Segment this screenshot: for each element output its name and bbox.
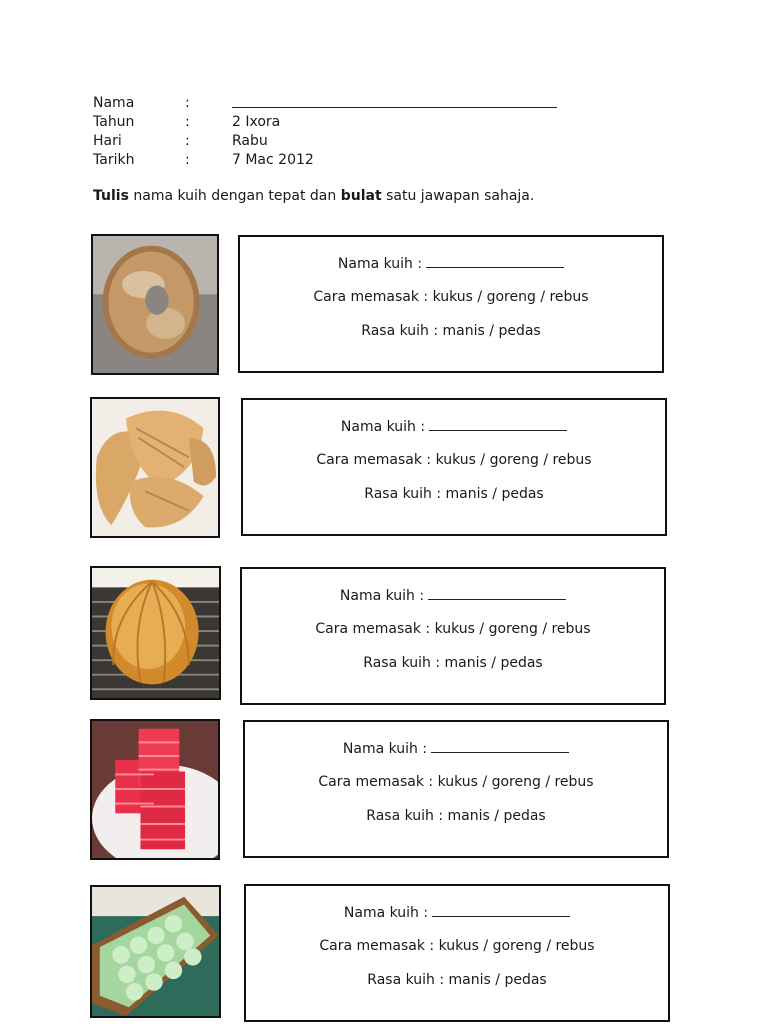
year-colon: : xyxy=(185,114,190,130)
cooking-method-2[interactable]: Cara memasak : kukus / goreng / rebus xyxy=(316,452,592,468)
year-value: 2 Ixora xyxy=(232,114,281,130)
name-line-4 xyxy=(245,740,667,757)
question-box-5 xyxy=(244,884,670,1022)
instruction-text xyxy=(93,188,534,204)
name-blank-1[interactable] xyxy=(426,255,564,268)
question-box-4 xyxy=(243,720,669,858)
cooking-method-3[interactable]: Cara memasak : kukus / goreng / rebus xyxy=(315,621,591,637)
date-colon: : xyxy=(185,152,190,168)
name-label-5: Nama kuih : xyxy=(343,905,429,921)
name-label-1: Nama kuih : xyxy=(337,256,423,272)
day-label: Hari xyxy=(93,133,122,149)
question-box-1 xyxy=(238,235,664,373)
year-label: Tahun xyxy=(93,114,135,130)
instruction-part1: nama kuih dengan tepat dan xyxy=(128,188,341,204)
name-answer-line[interactable] xyxy=(232,107,557,108)
name-blank-3[interactable] xyxy=(428,587,566,600)
taste-2[interactable]: Rasa kuih : manis / pedas xyxy=(364,486,544,502)
name-blank-4[interactable] xyxy=(431,740,569,753)
date-label: Tarikh xyxy=(93,152,135,168)
name-colon: : xyxy=(185,95,190,111)
taste-4[interactable]: Rasa kuih : manis / pedas xyxy=(366,808,546,824)
date-value: 7 Mac 2012 xyxy=(232,152,314,168)
name-label-3: Nama kuih : xyxy=(339,588,425,604)
instruction-bold-bulat: bulat xyxy=(340,188,382,204)
karipap-photo xyxy=(90,397,220,538)
cooking-method-4[interactable]: Cara memasak : kukus / goreng / rebus xyxy=(318,774,594,790)
cooking-method-1[interactable]: Cara memasak : kukus / goreng / rebus xyxy=(313,289,589,305)
taste-3[interactable]: Rasa kuih : manis / pedas xyxy=(363,655,543,671)
kuih-hijau-photo xyxy=(90,885,221,1018)
name-line-5 xyxy=(246,904,668,921)
question-box-2 xyxy=(241,398,667,536)
name-line-3 xyxy=(242,587,664,604)
name-blank-5[interactable] xyxy=(432,904,570,917)
name-blank-2[interactable] xyxy=(429,418,567,431)
instruction-bold-tulis: Tulis xyxy=(93,188,129,204)
name-line-1 xyxy=(240,255,662,272)
question-box-3 xyxy=(240,567,666,705)
name-line-2 xyxy=(243,418,665,435)
day-value: Rabu xyxy=(232,133,268,149)
name-label: Nama xyxy=(93,95,135,111)
name-label-2: Nama kuih : xyxy=(340,419,426,435)
taste-5[interactable]: Rasa kuih : manis / pedas xyxy=(367,972,547,988)
instruction-part2: satu jawapan sahaja. xyxy=(381,188,535,204)
cooking-method-5[interactable]: Cara memasak : kukus / goreng / rebus xyxy=(319,938,595,954)
taste-1[interactable]: Rasa kuih : manis / pedas xyxy=(361,323,541,339)
name-label-4: Nama kuih : xyxy=(342,741,428,757)
kuih-bahulu-photo xyxy=(90,566,221,700)
day-colon: : xyxy=(185,133,190,149)
kuih-cincin-photo xyxy=(91,234,219,375)
kuih-lapis-photo xyxy=(90,719,220,860)
